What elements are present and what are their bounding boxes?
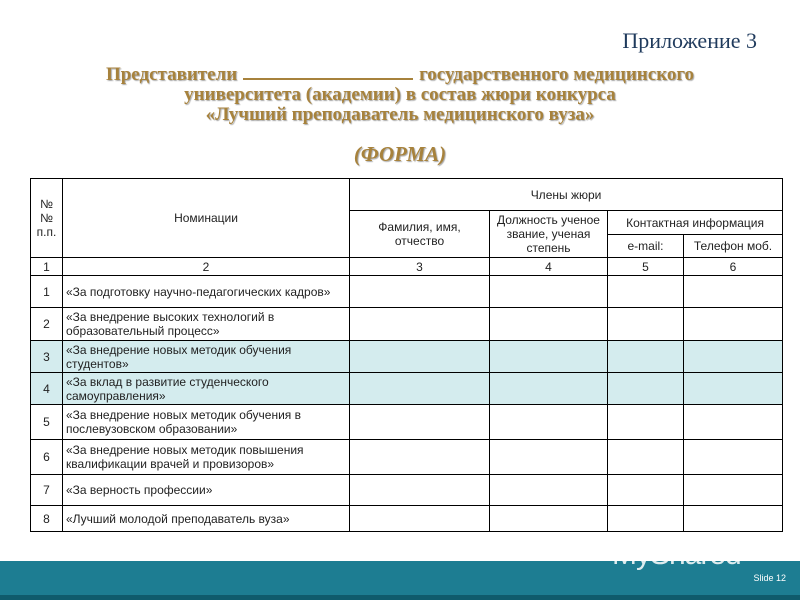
header-nominations: Номинации: [63, 179, 350, 258]
table-row: [31, 506, 783, 532]
position-cell[interactable]: [490, 341, 608, 373]
nomination-cell: «За подготовку научно-педагогических кадров»: [63, 276, 350, 308]
jury-form-table: [30, 178, 783, 532]
full-name-cell[interactable]: [350, 405, 490, 440]
column-number: 3: [350, 258, 490, 276]
table-row: [31, 475, 783, 506]
row-number: 1: [31, 276, 63, 308]
position-cell[interactable]: [490, 506, 608, 532]
table-row: [31, 276, 783, 308]
table-row: [31, 405, 783, 440]
phone-cell[interactable]: [684, 341, 783, 373]
row-number: 4: [31, 373, 63, 405]
nomination-cell: «За внедрение высоких технологий в образовательный процесс»: [63, 308, 350, 341]
phone-cell[interactable]: [684, 506, 783, 532]
title-line-3: «Лучший преподаватель медицинского вуза»: [205, 104, 595, 125]
row-number: 8: [31, 506, 63, 532]
row-number: 5: [31, 405, 63, 440]
position-cell[interactable]: [490, 475, 608, 506]
full-name-cell[interactable]: [350, 373, 490, 405]
nomination-cell: «За вклад в развитие студенческого самоуправления»: [63, 373, 350, 405]
phone-cell[interactable]: [684, 405, 783, 440]
phone-cell[interactable]: [684, 440, 783, 475]
title-prefix: Представители: [105, 64, 238, 85]
document-title: [0, 64, 800, 125]
header-full-name: Фамилия, имя, отчество: [350, 211, 490, 258]
position-cell[interactable]: [490, 373, 608, 405]
phone-cell[interactable]: [684, 373, 783, 405]
nomination-cell: «За внедрение новых методик повышения квалификации врачей и провизоров»: [63, 440, 350, 475]
position-cell[interactable]: [490, 440, 608, 475]
column-number: 1: [31, 258, 63, 276]
phone-cell[interactable]: [684, 308, 783, 341]
email-cell[interactable]: [608, 440, 684, 475]
phone-cell[interactable]: [684, 475, 783, 506]
email-cell[interactable]: [608, 308, 684, 341]
phone-cell[interactable]: [684, 276, 783, 308]
header-num: №№ п.п.: [31, 179, 63, 258]
row-number: 6: [31, 440, 63, 475]
table-row: [31, 373, 783, 405]
nomination-cell: «За верность профессии»: [63, 475, 350, 506]
full-name-cell[interactable]: [350, 276, 490, 308]
column-number: 4: [490, 258, 608, 276]
header-email: e-mail:: [608, 235, 684, 258]
title-blank-line: [243, 64, 413, 80]
full-name-cell[interactable]: [350, 341, 490, 373]
position-cell[interactable]: [490, 405, 608, 440]
myshared-logo: MyShared: [612, 538, 741, 571]
table-row: [31, 341, 783, 373]
email-cell[interactable]: [608, 276, 684, 308]
position-cell[interactable]: [490, 308, 608, 341]
row-number: 2: [31, 308, 63, 341]
form-label: (ФОРМА): [353, 142, 447, 166]
email-cell[interactable]: [608, 373, 684, 405]
row-number: 3: [31, 341, 63, 373]
table-row: [31, 308, 783, 341]
slide-number: Slide 12: [753, 573, 786, 583]
email-cell[interactable]: [608, 475, 684, 506]
header-jury-members: Члены жюри: [350, 179, 783, 211]
position-cell[interactable]: [490, 276, 608, 308]
full-name-cell[interactable]: [350, 308, 490, 341]
header-phone: Телефон моб.: [684, 235, 783, 258]
header-contact-info: Контактная информация: [608, 211, 783, 235]
title-suffix: государственного медицинского: [419, 64, 695, 85]
header-position: Должность ученое звание, ученая степень: [490, 211, 608, 258]
column-number-row: [31, 258, 783, 276]
column-number: 2: [63, 258, 350, 276]
nomination-cell: «Лучший молодой преподаватель вуза»: [63, 506, 350, 532]
full-name-cell[interactable]: [350, 440, 490, 475]
row-number: 7: [31, 475, 63, 506]
nomination-cell: «За внедрение новых методик обучения студентов»: [63, 341, 350, 373]
title-line-2: университета (академии) в состав жюри конкурса: [184, 84, 616, 105]
nomination-cell: «За внедрение новых методик обучения в послевузовском образовании»: [63, 405, 350, 440]
email-cell[interactable]: [608, 405, 684, 440]
email-cell[interactable]: [608, 506, 684, 532]
table-row: [31, 440, 783, 475]
full-name-cell[interactable]: [350, 506, 490, 532]
column-number: 5: [608, 258, 684, 276]
appendix-label: Приложение 3: [622, 28, 757, 53]
full-name-cell[interactable]: [350, 475, 490, 506]
column-number: 6: [684, 258, 783, 276]
footer-stripe: [0, 595, 800, 600]
email-cell[interactable]: [608, 341, 684, 373]
